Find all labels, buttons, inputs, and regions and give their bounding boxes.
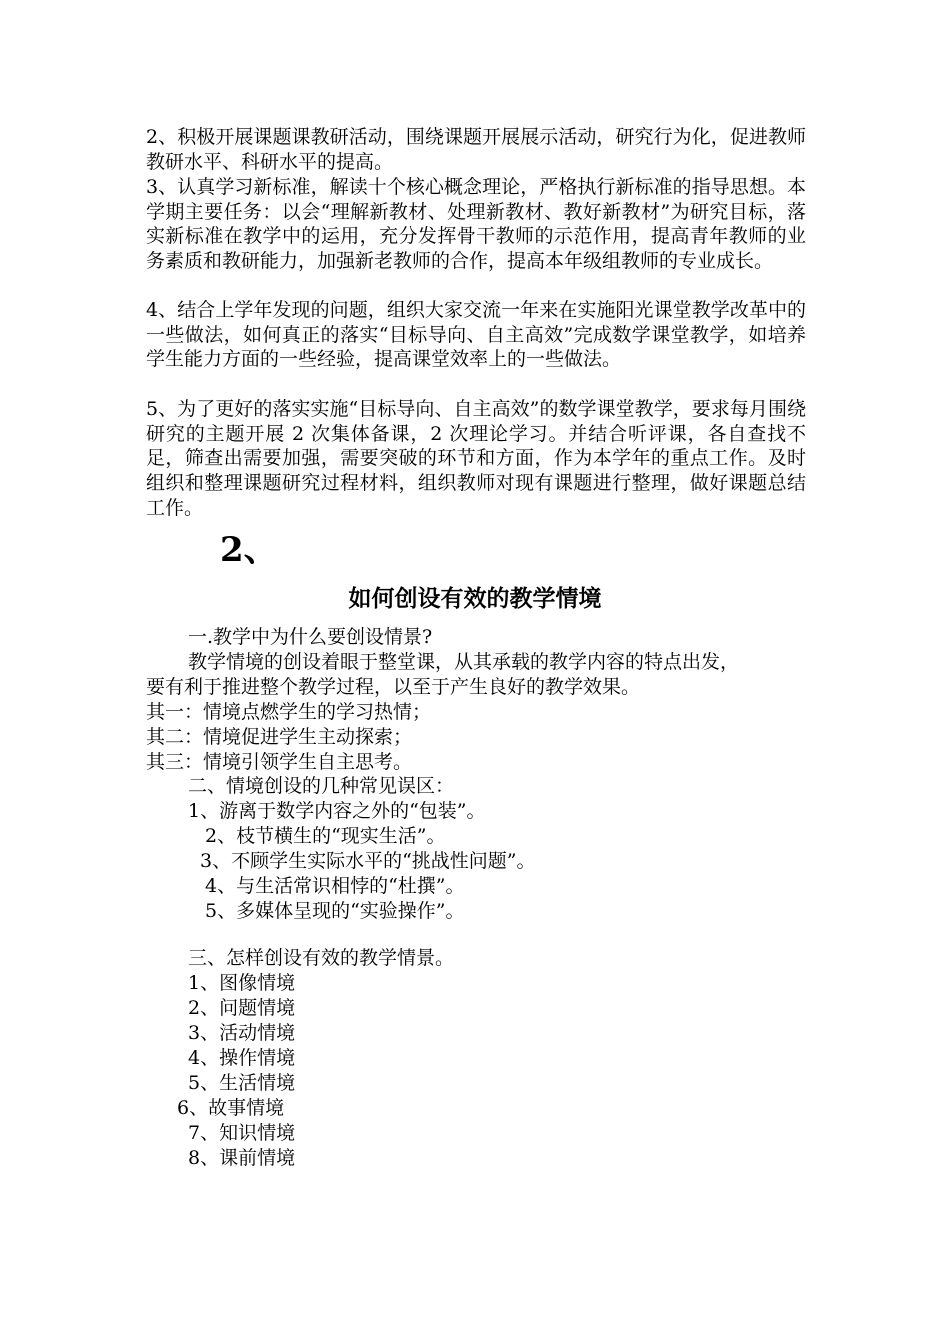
paragraph-item-3: 3、认真学习新标准，解读十个核心概念理论，严格执行新标准的指导思想。本学期主要任务：以会“理解新教材、处理新教材、教好新教材”为研究目标，落实新标准在教学中的运用，充分发挥骨干教师的示范作用，提高青年教师的业务素质和教研能力，加强新老教师的合作，提高本年级组教师的专业成长。 bbox=[146, 176, 806, 273]
section-number: 2、 bbox=[220, 530, 278, 570]
mistake-item: 1、游离于数学内容之外的“包装”。 bbox=[188, 800, 486, 822]
type-item: 2、问题情境 bbox=[188, 997, 296, 1019]
mistake-item: 2、枝节横生的“现实生活”。 bbox=[205, 825, 446, 847]
paragraph-item-2: 2、积极开展课题课教研活动，围绕课题开展展示活动，研究行为化，促进教师教研水平、科研水平的提高。 bbox=[146, 126, 806, 173]
paragraph-item-5: 5、为了更好的落实实施“目标导向、自主高效”的数学课堂教学，要求每月围绕研究的主题开展 2 次集体备课，2 次理论学习。并结合听评课，各自查找不足，筛查出需要加强，需要突破的环节和方面，作为本学年的重点工作。及时组织和整理课题研究过程材料，组织教师对现有课题进行整理，做好课题总结工作。 bbox=[146, 398, 806, 519]
reason-item: 其三：情境引领学生自主思考。 bbox=[146, 751, 413, 773]
question-3-heading: 三、怎样创设有效的教学情景。 bbox=[188, 947, 455, 969]
mistake-item: 3、不顾学生实际水平的“挑战性问题”。 bbox=[200, 850, 536, 872]
paragraph-item-4: 4、结合上学年发现的问题，组织大家交流一年来在实施阳光课堂教学改革中的一些做法，如何真正的落实“目标导向、自主高效”完成数学课堂教学，如培养学生能力方面的一些经验，提高课堂效率上的一些做法。 bbox=[146, 299, 806, 371]
type-item: 7、知识情境 bbox=[188, 1122, 296, 1144]
reason-item: 其一：情境点燃学生的学习热情； bbox=[146, 701, 432, 723]
type-item: 3、活动情境 bbox=[188, 1022, 296, 1044]
type-item: 1、图像情境 bbox=[188, 972, 296, 994]
mistake-item: 4、与生活常识相悖的“杜撰”。 bbox=[205, 875, 465, 897]
type-item: 4、操作情境 bbox=[188, 1047, 296, 1069]
article-title: 如何创设有效的教学情境 bbox=[348, 586, 602, 612]
mistake-item: 5、多媒体呈现的“实验操作”。 bbox=[205, 900, 465, 922]
reason-item: 其二：情境促进学生主动探索； bbox=[146, 726, 413, 748]
type-item: 5、生活情境 bbox=[188, 1072, 296, 1094]
question-1-body-line-1: 教学情境的创设着眼于整堂课，从其承载的教学内容的特点出发， bbox=[188, 651, 740, 673]
question-1-heading: 一.教学中为什么要创设情景? bbox=[188, 626, 433, 648]
question-1-body-line-2: 要有利于推进整个教学过程，以至于产生良好的教学效果。 bbox=[146, 676, 641, 698]
type-item: 8、课前情境 bbox=[188, 1147, 296, 1169]
type-item: 6、故事情境 bbox=[177, 1097, 285, 1119]
question-2-heading: 二、情境创设的几种常见误区： bbox=[188, 775, 455, 797]
